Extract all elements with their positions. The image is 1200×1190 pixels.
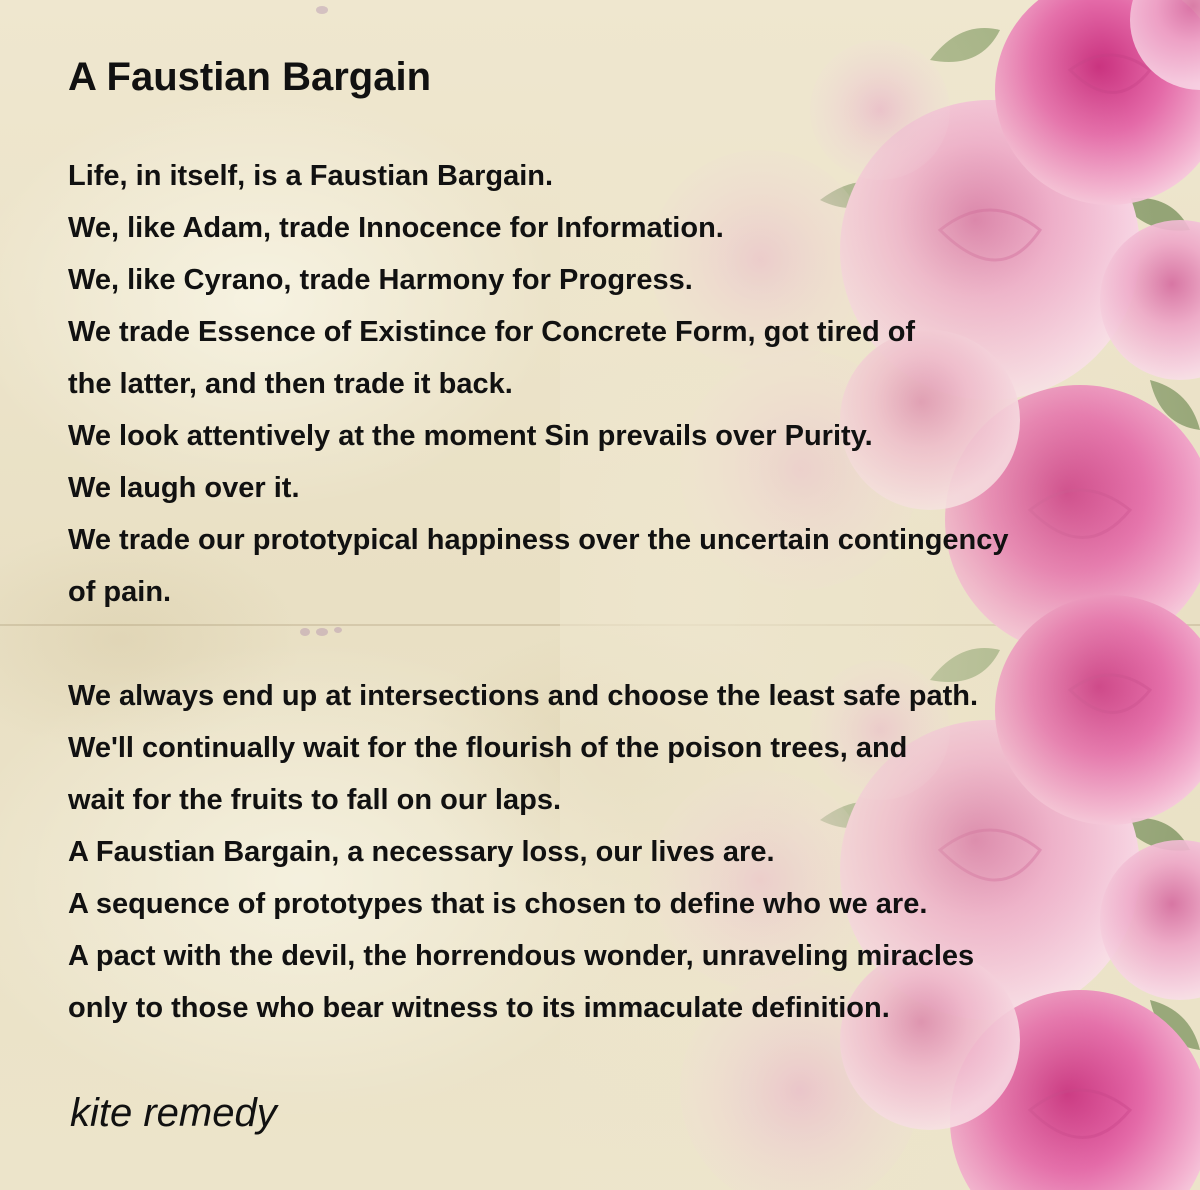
poem-line: We, like Adam, trade Innocence for Information. xyxy=(68,212,724,244)
poem-line: We look attentively at the moment Sin prevails over Purity. xyxy=(68,420,873,452)
poem-author: kite remedy xyxy=(70,1091,277,1135)
poem-line: We trade Essence of Existince for Concrete Form, got tired of xyxy=(68,316,916,348)
poem-line: A Faustian Bargain, a necessary loss, our lives are. xyxy=(68,836,775,868)
poem-line: the latter, and then trade it back. xyxy=(68,368,513,400)
poem-line: Life, in itself, is a Faustian Bargain. xyxy=(68,160,554,192)
stanza-1 xyxy=(68,150,1168,618)
poem-line: We trade our prototypical happiness over the uncertain contingency xyxy=(68,524,1009,556)
stanza-2 xyxy=(68,670,1168,1034)
poem-line: A pact with the devil, the horrendous wonder, unraveling miracles xyxy=(68,940,975,972)
poem-line: We'll continually wait for the flourish of the poison trees, and xyxy=(68,732,908,764)
poem-line: only to those who bear witness to its immaculate definition. xyxy=(68,992,890,1024)
poem-line: wait for the fruits to fall on our laps. xyxy=(68,784,562,816)
poem-body xyxy=(68,150,1168,1086)
poem-line: We, like Cyrano, trade Harmony for Progress. xyxy=(68,264,693,296)
poem-line: of pain. xyxy=(68,576,172,608)
poem-title: A Faustian Bargain xyxy=(68,55,432,99)
poem-line: A sequence of prototypes that is chosen to define who we are. xyxy=(68,888,928,920)
poem-line: We laugh over it. xyxy=(68,472,300,504)
poem-line: We always end up at intersections and choose the least safe path. xyxy=(68,680,979,712)
